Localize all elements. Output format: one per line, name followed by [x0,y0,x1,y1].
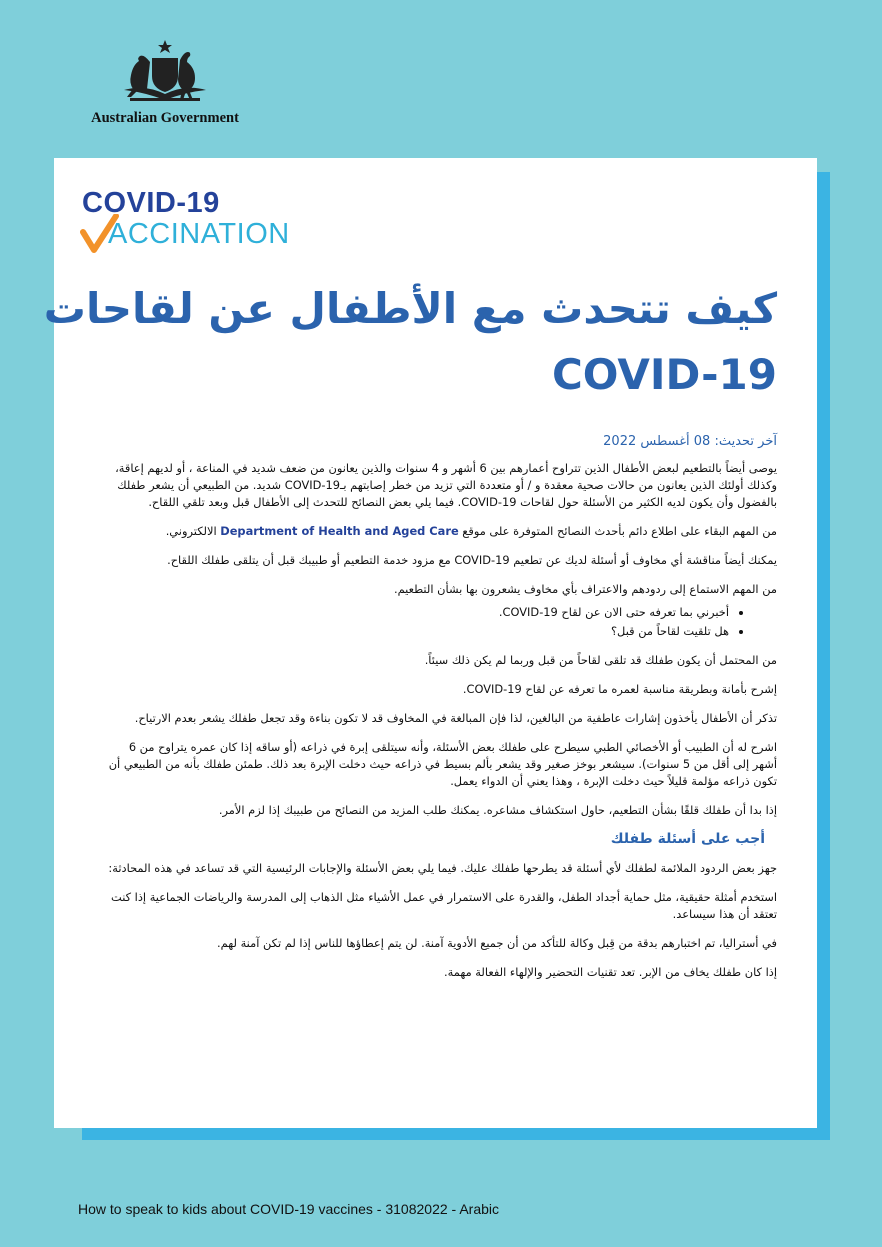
government-name: Australian Government [91,110,239,126]
article-body [104,460,777,993]
page-title [43,276,777,408]
paragraph-discuss: يمكنك أيضاً مناقشة أي مخاوف أو أسئلة لديك عن تطعيم COVID-19 مع مزود خدمة التطعيم أو طبيبك قبل أن يتلقى طفلك اللقاح. [167,553,777,567]
title-line-1: كيف تتحدث مع الأطفال عن لقاحات [43,284,777,333]
paragraph-emotions: تذكر أن الأطفال يأخذون إشارات عاطفية من البالغين، لذا فإن المبالغة في المخاوف قد لا تكون بناءة وقد تجعل طفلك يشعر بعدم الارتياح. [134,711,777,725]
section-heading-answer-questions: أجب على أسئلة طفلك [610,831,765,847]
covid-vaccination-logo [82,188,322,250]
paragraph-listen: من المهم الاستماع إلى ردودهم والاعتراف بأي مخاوف يشعرون بها بشأن التطعيم. [393,582,777,596]
paragraph-explain: إشرح بأمانة وبطريقة مناسبة لعمره ما تعرفه عن لقاح COVID-19. [462,682,777,696]
paragraph-examples: استخدم أمثلة حقيقية، مثل حماية أجداد الطفل، والقدرة على الاستمرار في عمل الأشياء مثل الذهاب إلى المدرسة والرياضات الجماعية إذا كنت تعتقد أن هذا سيساعد. [111,890,777,921]
content-card [43,158,817,1128]
last-updated-date: آخر تحديث: 08 أغسطس 2022 [603,434,777,449]
list-item: • أخبرني بما تعرفه حتى الان عن لقاح COVID-19. [104,604,729,621]
paragraph-intro: يوصى أيضاً بالتطعيم لبعض الأطفال الذين تتراوح أعمارهم بين 6 أشهر و 4 سنوات والذين يعانون من ضعف شديد في المناعة ، أو لديهم إعاقة، وكذلك أولئك الذين يعانون من حالات صحية معقدة و / أو متعددة التي تزيد من خطر إصابتهم بـCOVID-19 شديد. من الطبيعي أن يشعر طفلك بالفضول وأن يكون لديه الكثير من الأسئلة حول لقاحات COVID-19. فيما يلي بعض النصائح للتحدث إلى الأطفال قبل وبعد تلقي اللقاح. [115,461,777,509]
footer-document-id: How to speak to kids about COVID-19 vaccines - 31082022 - Arabic [78,1201,499,1217]
coat-of-arms-icon [110,38,220,106]
title-line-2: COVID-19 [551,350,777,399]
checkmark-icon [80,214,120,254]
logo-line-1: COVID-19 [82,187,220,219]
paragraph-needle: اشرح له أن الطبيب أو الأخصائي الطبي سيطرح على طفلك بعض الأسئلة، وأنه سيتلقى إبرة في ذراعه (أو ساقه إذا كان عمره يتراوح من 6 أشهر إلى أقل من 5 سنوات). سيشعر بوخز صغير وقد يشعر بألم بسيط في ذراعه حيث دخلت الإبرة بعد ذلك. طمئن طفلك بأنه من الطبيعي أن تكون ذراعه مؤلمة قليلاً حيث دخلت الإبرة ، وهذا يعني أن الدواء يعمل. [108,740,777,788]
paragraph-previous-vaccine: من المحتمل أن يكون طفلك قد تلقى لقاحاً من قبل وربما لم يكن ذلك سيئاً. [424,653,777,667]
list-item: • هل تلقيت لقاحاً من قبل؟ [104,623,729,640]
health-department-link[interactable]: Department of Health and Aged Care [220,524,459,538]
government-header [80,38,250,127]
paragraph-website: من المهم البقاء على اطلاع دائم بأحدث النصائح المتوفرة على موقع Department of Health and Aged Care الالكتروني. [165,524,777,538]
question-list [104,604,777,640]
logo-line-2: ACCINATION [108,218,290,250]
paragraph-anxious: إذا بدا أن طفلك قلقًا بشأن التطعيم، حاول استكشاف مشاعره. يمكنك طلب المزيد من النصائح من طبيبك إذا لزم الأمر. [218,803,777,817]
paragraph-needle-fear: إذا كان طفلك يخاف من الإبر. تعد تقنيات التحضير والإلهاء الفعالة مهمة. [444,965,777,979]
paragraph-safety: في أستراليا، تم اختبارهم بدقة من قِبل وكالة للتأكد من أن جميع الأدوية آمنة. لن يتم إعطاؤها للناس إذا لم تكن آمنة لهم. [217,936,777,950]
paragraph-prepare: جهز بعض الردود الملائمة لطفلك لأي أسئلة قد يطرحها طفلك عليك. فيما يلي بعض الأسئلة والإجابات الرئيسية التي قد تساعد في هذه المحادثة: [108,861,777,875]
